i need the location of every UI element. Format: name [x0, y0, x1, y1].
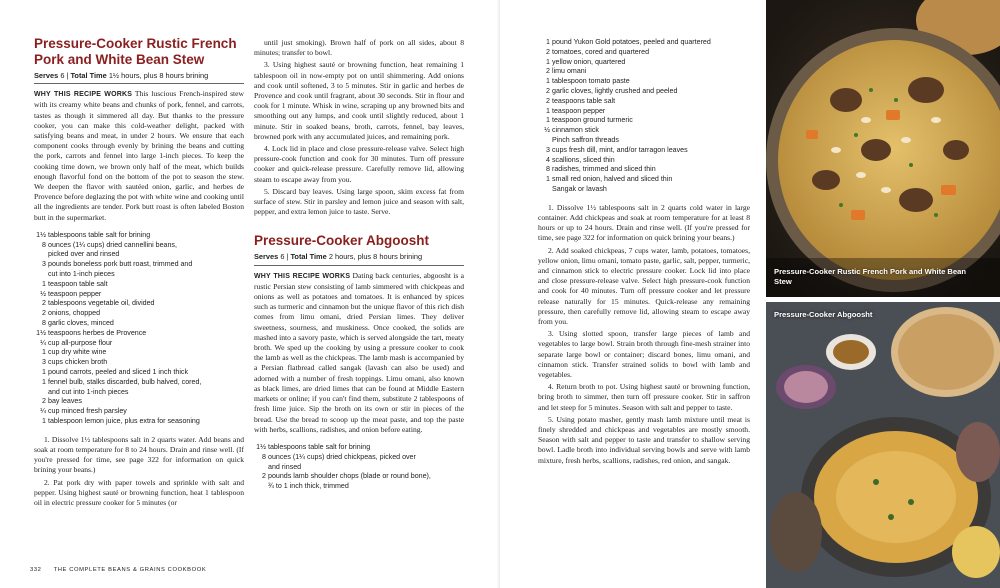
ingredient-text: teaspoon ground turmeric: [552, 116, 633, 125]
ingredient-item: [34, 299, 244, 309]
ingredient-quantity: 2: [42, 309, 46, 318]
ingredient-item: [538, 38, 750, 48]
ingredient-item: [34, 260, 244, 270]
ingredient-item: [538, 67, 750, 77]
ingredient-item: [538, 97, 750, 107]
ingredient-quantity: 1: [42, 348, 46, 357]
ingredient-text: ounces (1¼ cups) dried cannellini beans,: [48, 240, 177, 249]
ingredient-item: [34, 378, 244, 388]
photo-abgoosht: [766, 302, 1000, 588]
ingredient-quantity: 3: [42, 260, 46, 269]
recipe1-rule: [34, 83, 244, 84]
ingredient-item: [538, 136, 750, 146]
ingredient-text: pound carrots, peeled and sliced 1 inch thick: [48, 368, 188, 376]
recipe1-column-left: [34, 36, 244, 510]
step-paragraph: 3. Using slotted spoon, transfer large pieces of lamb and vegetables to large bowl. Strain broth through fine-mesh strainer into separate large bowl or container; discard bones, limu omani, and cinnamon stick. Transfer strained solids to bowl with lamb and vegetables.: [538, 329, 750, 379]
ingredient-text: tablespoons table salt for brining: [268, 442, 371, 451]
step-paragraph: 3. Using highest sauté or browning function, heat remaining 1 tablespoon oil in now-empty pot on until shimmering. Add onions and cook until softened, 3 to 5 minutes. Stir in garlic and herbes de Provence and cook until fragrant, about 30 seconds. Stir in flour and cook for 1 minute. Whisk in wine, scraping up any browned bits and smoothing out any lumps, and cook until slightly reduced, about 1 minute. Stir in soaked beans, broth, carrots, fennel, bay leaves, browned pork with any accumulated juices, and remaining pork.: [254, 60, 464, 141]
recipe2-serves-label: Serves: [254, 252, 279, 262]
ingredient-item: [34, 250, 244, 260]
ingredient-text: onions, chopped: [48, 309, 101, 318]
ingredient-item: [538, 126, 750, 136]
ingredient-item: [538, 165, 750, 175]
ingredient-item: [254, 443, 464, 453]
ingredient-quantity: 2: [262, 472, 266, 481]
recipe2-why: [254, 271, 464, 435]
ingredient-text: Sangak or lavash: [552, 184, 607, 193]
ingredient-text: teaspoon table salt: [48, 279, 108, 288]
recipe2-ingredient-list-part1: [254, 443, 464, 492]
ingredient-text: fennel bulb, stalks discarded, bulb halved, cored,: [48, 377, 202, 386]
ingredient-quantity: 4: [546, 155, 550, 164]
ingredient-text: tablespoons table salt for brining: [48, 230, 151, 239]
ingredient-text: and rinsed: [268, 462, 302, 471]
ingredient-quantity: 2: [42, 299, 46, 308]
step-paragraph: 2. Pat pork dry with paper towels and sprinkle with salt and pepper. Using highest sauté or browning function, heat 1 tablespoon oil in electric pressure cooker for 5 minutes (or: [34, 477, 244, 507]
recipe2-ingredient-list-part2: [538, 38, 750, 195]
ingredient-item: [538, 185, 750, 195]
ingredient-item: [538, 107, 750, 117]
recipe1-time-label: Total Time: [70, 71, 107, 80]
ingredient-item: [254, 472, 464, 482]
recipe2-title: Pressure-Cooker Abgoosht: [254, 233, 430, 249]
step-paragraph: 4. Lock lid in place and close pressure-release valve. Select high pressure-cook function and cook for 30 minutes. Turn off pressure cooker and quick-release pressure. Carefully remove lid, allowing steam to escape away from you.: [254, 144, 464, 184]
ingredient-quantity: 1: [546, 175, 550, 184]
ingredient-text: picked over and rinsed: [48, 250, 120, 259]
photo1-caption: Pressure-Cooker Rustic French Pork and White Bean Stew: [774, 267, 967, 286]
ingredient-quantity: 3: [546, 145, 550, 154]
step-paragraph: until just smoking). Brown half of pork on all sides, about 8 minutes; transfer to bowl.: [254, 38, 464, 58]
ingredient-text: yellow onion, quartered: [552, 57, 626, 66]
ingredient-text: cup all-purpose flour: [48, 338, 113, 347]
ingredient-item: [34, 309, 244, 319]
ingredient-quantity: 1½: [36, 230, 46, 239]
recipe1-time: 1½ hours, plus 8 hours brining: [108, 71, 209, 80]
recipe1-why: [34, 89, 244, 223]
recipe2-time-label: Total Time: [290, 252, 327, 262]
ingredient-quantity: 1: [42, 416, 46, 425]
step-paragraph: 5. Discard bay leaves. Using large spoon, skim excess fat from surface of stew. Stir in parsley and lemon juice and season with salt, pepper, and extra lemon juice to taste. Serve.: [254, 186, 464, 217]
ingredient-item: [34, 290, 244, 300]
ingredient-quantity: 1: [546, 38, 550, 46]
ingredient-item: [34, 397, 244, 407]
ingredient-text: garlic cloves, lightly crushed and peeled: [552, 86, 678, 95]
ingredient-quantity: 1½: [36, 328, 46, 337]
ingredient-text: scallions, sliced thin: [552, 155, 615, 164]
ingredient-quantity: 2: [546, 47, 550, 56]
ingredient-item: [34, 339, 244, 349]
ingredient-quantity: 2: [42, 397, 46, 406]
right-page: [500, 0, 1000, 588]
ingredient-text: teaspoon pepper: [552, 106, 606, 115]
ingredient-quantity: ¼: [40, 338, 46, 347]
ingredient-text: ounces (1¼ cups) dried chickpeas, picked over: [268, 452, 416, 461]
ingredient-quantity: 3: [42, 358, 46, 367]
ingredient-item: [254, 453, 464, 463]
ingredient-quantity: 8: [546, 165, 550, 174]
ingredient-quantity: ½: [40, 289, 46, 298]
ingredient-text: cup minced fresh parsley: [48, 407, 127, 416]
ingredient-item: [538, 156, 750, 166]
ingredient-quantity: 1: [42, 368, 46, 376]
ingredient-text: pounds boneless pork butt roast, trimmed and: [48, 260, 193, 269]
ingredient-item: [34, 319, 244, 329]
ingredient-text: cups chicken broth: [48, 358, 108, 367]
ingredient-text: limu omani: [552, 67, 587, 76]
book-title: THE COMPLETE BEANS & GRAINS COOKBOOK: [53, 567, 207, 573]
ingredient-quantity: 8: [42, 240, 46, 249]
ingredient-quantity: 8: [42, 319, 46, 328]
step-paragraph: 5. Using potato masher, gently mash lamb mixture until meat is finely shredded and chickpeas and vegetables are mostly smooth. Season with salt and pepper to taste and transfer to shallow serving bowl. Ladle broth into individual serving bowls and serve with lamb mixture, fresh herbs, scallions, radishes, red onion, and sangak.: [538, 414, 750, 465]
recipe2-steps: [538, 203, 750, 466]
ingredient-text: pound Yukon Gold potatoes, peeled and quartered: [552, 38, 711, 46]
ingredient-text: tomatoes, cored and quartered: [552, 47, 650, 56]
ingredient-item: [538, 77, 750, 87]
recipe2-meta: Serves 6 | Total Time 2 hours, plus 8 hours brining: [254, 252, 423, 262]
ingredient-text: ¾ to 1 inch thick, trimmed: [268, 482, 349, 491]
ingredient-text: cup dry white wine: [48, 348, 107, 357]
ingredient-quantity: ¼: [40, 407, 46, 416]
recipe2-why-lead: WHY THIS RECIPE WORKS: [254, 272, 351, 280]
ingredient-quantity: 1: [546, 106, 550, 115]
recipe1-meta: Serves 6 | Total Time 1½ hours, plus 8 hours brining: [34, 71, 209, 80]
ingredient-item: [34, 241, 244, 251]
recipe2-column-right: [538, 38, 750, 468]
ingredient-quantity: 1: [42, 279, 46, 288]
step-paragraph: 2. Add soaked chickpeas, 7 cups water, lamb, potatoes, tomatoes, yellow onion, limu omani, tomato paste, garlic, salt, pepper, turmeric, and cinnamon stick to electric pressure cooker. Lock lid into place and close pressure-release valve. Select high pressure-cook function and cook for 40 minutes. Turn off pressure cooker and let pressure release naturally for 15 minutes. Quick-release any remaining pressure, then carefully remove lid, allowing steam to escape away from you.: [538, 245, 750, 326]
ingredient-text: cups fresh dill, mint, and/or tarragon leaves: [552, 145, 688, 154]
ingredient-text: and cut into 1-inch pieces: [48, 387, 129, 396]
ingredient-item: [34, 231, 244, 241]
ingredient-item: [34, 407, 244, 417]
ingredient-item: [538, 116, 750, 126]
ingredient-item: [34, 348, 244, 358]
recipe2-why-text: Dating back centuries, abgoosht is a rustic Persian stew consisting of lamb simmered with chickpeas and onions as well as potatoes and tomatoes. It is enhanced by spices such as turmeric and cinnamon but the unique flavor of this rich dish comes from limu omani, dried Persian limes. They deliver sweetness, sourness, and muskiness. Once cooked, the solids are mashed into a savory paste, which is served alongside the tart, meaty broth. We sped up the cooking by using a pressure cooker to cook the lamb as well as the chickpeas. The lamb mash is accompanied by a Persian flatbread called sangak (lavash can also be used) and adorned with a number of fresh toppings. Limu omani, also known as black limes, are dried limes that can be found at Middle Eastern markets or online; if you can't find them, substitute 2 tablespoons of fresh lime juice. Sip the broth on its own or stir in pieces of the bread. Use the bread to scoop up the meat paste, and top the paste with herbs, scallions, radishes, and onion before eating.: [254, 270, 464, 434]
abgoosht-illustration: [766, 302, 1000, 588]
ingredient-item: [34, 329, 244, 339]
recipe1-title: Pressure-Cooker Rustic French Pork and White Bean Stew: [34, 36, 237, 67]
ingredient-quantity: 2: [546, 67, 550, 76]
step-paragraph: 1. Dissolve 1½ tablespoons salt in 2 quarts water. Add beans and soak at room temperature for 8 to 24 hours. Drain and rinse well. (If you're pressed for time, see page 322 for information on quick brining your beans.): [34, 434, 244, 475]
recipe1-steps-part1: [34, 435, 244, 508]
ingredient-quantity: 1½: [256, 442, 266, 451]
ingredient-quantity: 1: [546, 116, 550, 125]
ingredient-item: [254, 463, 464, 473]
recipe2-rule: [254, 265, 464, 266]
middle-column: [254, 38, 464, 500]
ingredient-item: [34, 280, 244, 290]
recipe1-ingredient-list: [34, 231, 244, 427]
photo2-caption: Pressure-Cooker Abgoosht: [774, 310, 873, 319]
ingredient-quantity: 8: [262, 452, 266, 461]
step-paragraph: 1. Dissolve 1½ tablespoons salt in 2 quarts cold water in large container. Add chickpeas and soak at room temperature for at least 8 hours or up to 24 hours. Drain and rinse well. (If you're pressed for time, see page 322 for information on quick brining your beans.): [538, 202, 750, 243]
ingredient-text: teaspoon pepper: [48, 289, 102, 298]
ingredient-quantity: 2: [546, 96, 550, 105]
ingredient-item: [34, 368, 244, 378]
photo-pork-bean-stew: [766, 0, 1000, 297]
ingredient-text: teaspoons herbes de Provence: [48, 328, 147, 337]
recipe2-serves: 6: [280, 252, 285, 262]
ingredient-item: [538, 48, 750, 58]
ingredient-quantity: 1: [42, 377, 46, 386]
page-number: 332: [30, 567, 42, 573]
ingredient-text: teaspoons table salt: [552, 96, 616, 105]
recipe1-why-text: This luscious French-inspired stew with its creamy white beans and chunks of pork, fennel, and carrots, tastes as though it simmered all day. But thanks to the pressure cooker, you can make this cold-weather delight, packed with satisfying beans and meat, in under 2 hours. We ensure that each component cooks through evenly by brining the beans and cutting the pork, carrots and fennel into large 1-inch pieces. To keep the cooking time down, we brown only half of the meat, which builds enough flavorful fond on the bottom of the pot to season the stew. We deepen the flavor with sautéed onion, garlic, and herbes de Provence before deglazing the pot with white wine and cooking until all the ingredients are tender. Pork butt roast is often labeled Boston butt in the supermarket.: [34, 89, 245, 222]
ingredient-item: [538, 87, 750, 97]
ingredient-item: [254, 482, 464, 492]
ingredient-item: [34, 270, 244, 280]
ingredient-quantity: ½: [544, 126, 550, 135]
ingredient-item: [34, 388, 244, 398]
ingredient-quantity: 1: [546, 57, 550, 66]
ingredient-text: tablespoon tomato paste: [552, 77, 630, 86]
ingredient-text: cut into 1-inch pieces: [48, 270, 115, 279]
page-footer: [30, 567, 206, 573]
ingredient-text: tablespoon lemon juice, plus extra for seasoning: [48, 416, 200, 425]
ingredient-text: cinnamon stick: [552, 126, 599, 135]
recipe2-time: 2 hours, plus 8 hours brining: [328, 252, 423, 262]
ingredient-quantity: 1: [546, 77, 550, 86]
recipe1-serves-label: Serves: [34, 71, 59, 80]
ingredient-quantity: 2: [546, 86, 550, 95]
ingredient-text: garlic cloves, minced: [48, 319, 114, 328]
ingredient-text: pounds lamb shoulder chops (blade or round bone),: [268, 472, 431, 481]
ingredient-text: radishes, trimmed and sliced thin: [552, 165, 656, 174]
ingredient-text: bay leaves: [48, 397, 82, 406]
recipe1-why-lead: WHY THIS RECIPE WORKS: [34, 91, 133, 99]
ingredient-item: [538, 146, 750, 156]
ingredient-text: Pinch saffron threads: [552, 135, 619, 144]
ingredient-text: tablespoons vegetable oil, divided: [48, 299, 155, 308]
step-paragraph: 4. Return broth to pot. Using highest sauté or browning function, bring broth to simmer, then turn off pressure cooker. Stir in saffron and let steep for 5 minutes. Season with salt and pepper to taste.: [538, 382, 750, 412]
ingredient-text: small red onion, halved and sliced thin: [552, 175, 673, 184]
stew-illustration: [766, 0, 1000, 297]
ingredient-item: [538, 175, 750, 185]
ingredient-item: [538, 58, 750, 68]
recipe1-steps-part2: [254, 38, 464, 217]
ingredient-item: [34, 417, 244, 427]
ingredient-item: [34, 358, 244, 368]
recipe1-serves: 6: [60, 71, 65, 80]
